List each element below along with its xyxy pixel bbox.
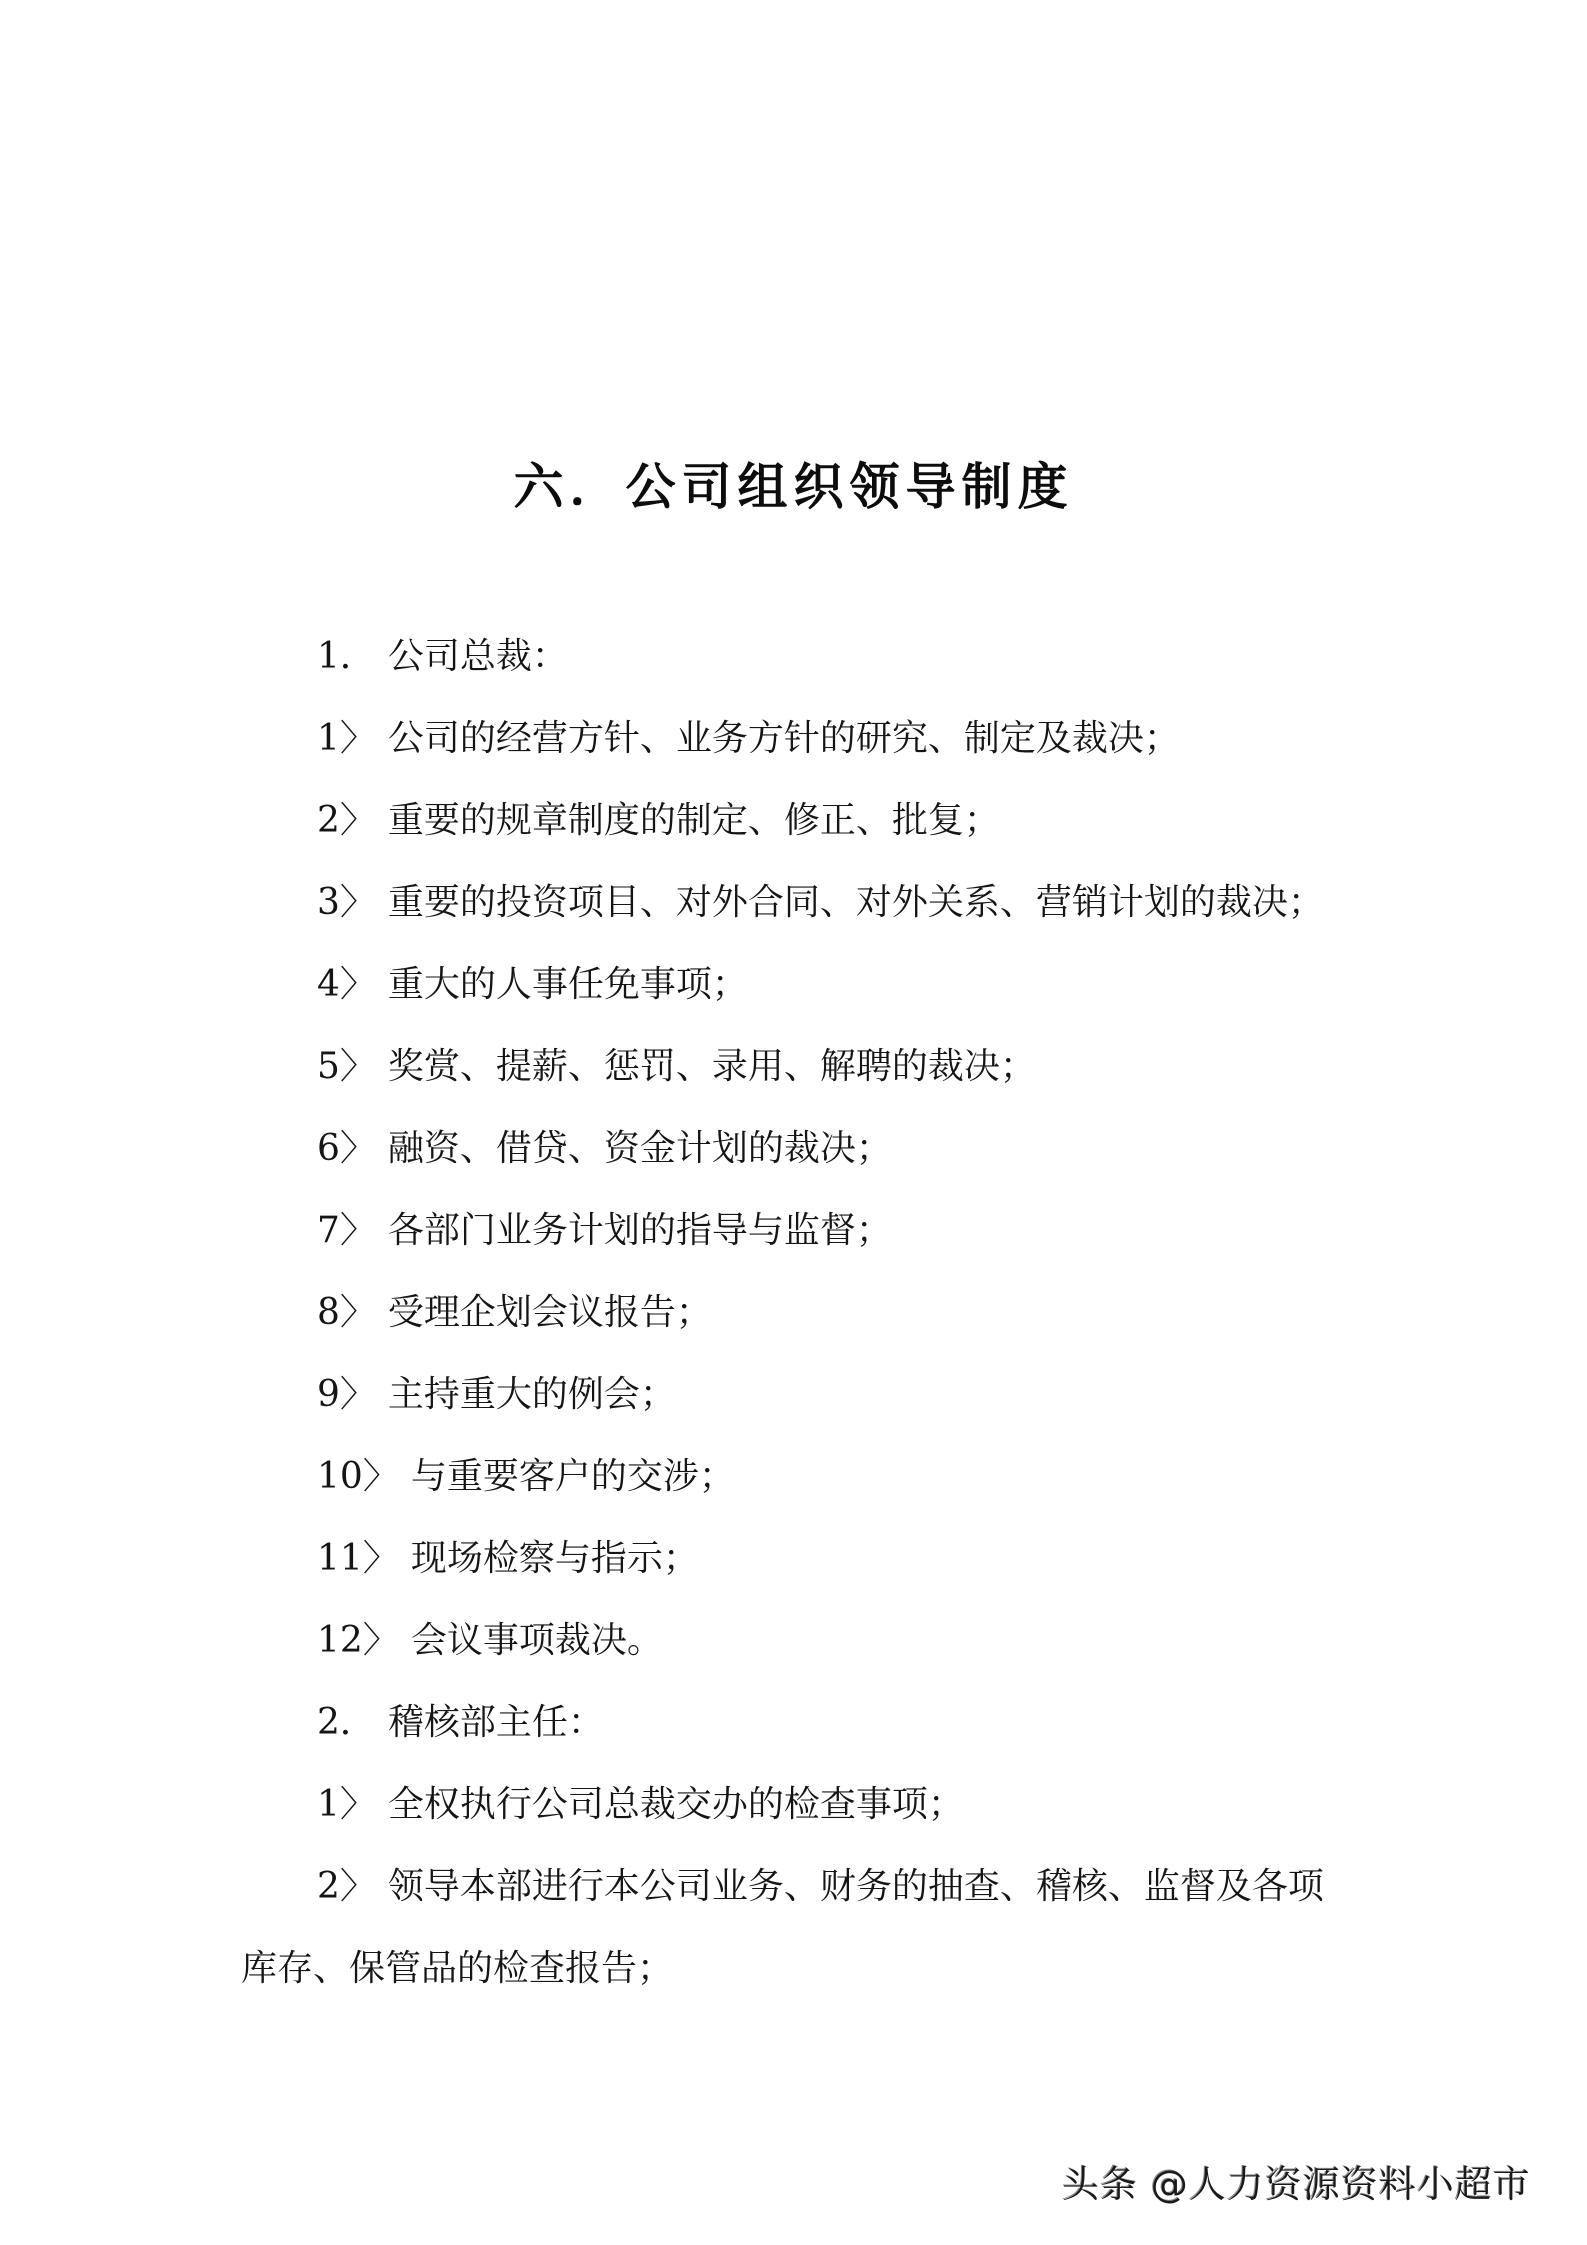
item-number: 6〉	[317, 1128, 376, 1169]
list-item	[241, 1600, 1361, 1682]
list-item	[241, 1354, 1361, 1436]
item-number: 3〉	[317, 882, 376, 923]
list-item	[241, 862, 1361, 944]
item-text: 现场检察与指示；	[410, 1538, 699, 1579]
item-text: 奖赏、提薪、惩罚、录用、解聘的裁决；	[387, 1046, 1036, 1087]
item-number: 8〉	[317, 1292, 376, 1333]
item-number: 7〉	[317, 1210, 376, 1251]
item-text: 与重要客户的交涉；	[410, 1456, 735, 1497]
item-text: 重大的人事任免事项；	[387, 964, 748, 1005]
page-title: 六．公司组织领导制度	[513, 458, 1074, 516]
section-number: 2．	[317, 1702, 376, 1743]
item-number: 9〉	[317, 1374, 376, 1415]
item-text: 会议事项裁决。	[410, 1620, 663, 1661]
item-text: 受理企划会议报告；	[387, 1292, 712, 1333]
item-number: 2〉	[317, 800, 376, 841]
list-item	[241, 780, 1361, 862]
section-number: 1．	[317, 636, 376, 677]
item-number: 11〉	[317, 1538, 399, 1579]
item-number: 1〉	[317, 718, 376, 759]
list-item	[241, 698, 1361, 780]
list-item	[241, 1764, 1361, 1846]
list-item	[241, 1436, 1361, 1518]
watermark: 头条 @人力资源资料小超市	[1062, 2163, 1531, 2206]
document-body	[241, 616, 1361, 2010]
list-item	[241, 1026, 1361, 1108]
item-text: 重要的投资项目、对外合同、对外关系、营销计划的裁决；	[387, 882, 1324, 923]
item-text: 全权执行公司总裁交办的检查事项；	[387, 1784, 964, 1825]
list-item-continuation: 库存、保管品的检查报告；	[241, 1948, 674, 1989]
list-item	[241, 1272, 1361, 1354]
item-number: 10〉	[317, 1456, 399, 1497]
section-title: 公司总裁：	[387, 636, 568, 677]
list-item	[241, 1108, 1361, 1190]
item-number: 1〉	[317, 1784, 376, 1825]
section-heading-president	[241, 616, 1361, 698]
item-text: 融资、借贷、资金计划的裁决；	[387, 1128, 892, 1169]
list-item	[241, 1190, 1361, 1272]
item-number: 5〉	[317, 1046, 376, 1087]
item-text: 公司的经营方针、业务方针的研究、制定及裁决；	[387, 718, 1180, 759]
item-text: 主持重大的例会；	[387, 1374, 676, 1415]
item-text: 重要的规章制度的制定、修正、批复；	[387, 800, 1000, 841]
list-item	[241, 1518, 1361, 1600]
section-heading-audit-director	[241, 1682, 1361, 1764]
item-number: 12〉	[317, 1620, 399, 1661]
section-title: 稽核部主任：	[387, 1702, 604, 1743]
item-text: 领导本部进行本公司业务、财务的抽查、稽核、监督及各项	[387, 1866, 1324, 1907]
item-text: 各部门业务计划的指导与监督；	[387, 1210, 892, 1251]
item-number: 4〉	[317, 964, 376, 1005]
item-number: 2〉	[317, 1866, 376, 1907]
list-item	[241, 1846, 1361, 1928]
list-item	[241, 944, 1361, 1026]
